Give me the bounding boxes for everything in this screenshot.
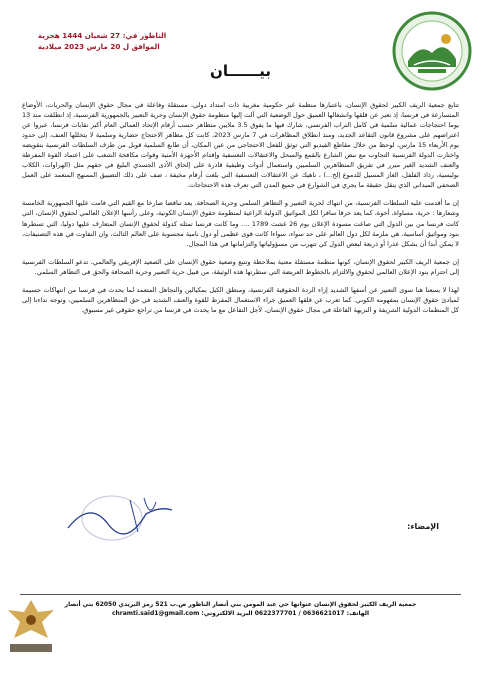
signature-icon [60, 480, 180, 550]
handwritten-signature [60, 480, 180, 550]
date-hijri: الناظور في: 27 شعبان 1444 هجرية [38, 31, 167, 40]
paragraph: إن جمعية الريف الكبير لحقوق الإنسان، كونها منظمة مستقلة معنية بملاحظة وتتبع وضعية حقوق الإنسان على الصعيد الإفريقي والعالمي، تدعو السلطات الفرنسية إلى احترام بنود الإعلان العالمي لحقوق والالتزام بالخطوط العريضة التي سطرتها هذه الوثيقة، من قبيل حرية التعبير وحرية الصحافة والحق في التظاهر السلمي. [22, 257, 459, 276]
paragraph: إن ما أقدمت عليه السلطات الفرنسية، من انتهاك لحرية التعبير و التظاهر السلمي وحرية الصحافة، يعد تناقضا صارخا مع القيم التي قامت عليها الجمهورية الخامسة وشعارها : حرية، مساواة، أخوة، كما يعد خرقا سافرا لكل المواثيق الدولية الراعية لمنظومة حقوق الإنسان الكونية، وعلى رأسها الإعلان العالمي لحقوق الإنسان، التي كانت فرنسا من بين الدول التي صاغت مسودة الإعلان يوم 26 غشت 1789 .... وما كانت فرنسا تمثله كدولة لحقوق الإنسان المتعارف عليها دوليا، التي تسطرها بنود ومواثيق أساسية، هي ملزمة لكل دول العالم على حد سواء، سواءا كانت قوى عظمى أو دول نامية محسوبة على العالم الثالث، وان التفاوت في هذه التصنيفات، لا يمكن أبدا أن يشكل عذرا أو ذريعة لبعض الدول كي تتهرب من مسؤولياتها والتزاماتها في هذا المجال. [22, 199, 459, 248]
footer [20, 600, 461, 618]
footer-divider [20, 594, 461, 595]
signature-label: الإمضاء: [407, 522, 439, 531]
footer-address: جمعية الريف الكبير لحقوق الإنسان عنوانها حي عبد المومن بني أنصار الناظور ص.ب 521 رمز البريدي 62050 بني أنصار [64, 601, 417, 608]
organization-logo [389, 8, 475, 94]
document-title: بيــــــان [210, 62, 271, 80]
footer-contact: الهاتف: 0636621017 / 0622377701 البريد الالكتروني: chramti.said1@gmail.com [111, 610, 370, 617]
document-body [22, 100, 459, 323]
date-gregorian: الموافق ل 20 مارس 2023 ميلادية [38, 42, 160, 51]
eagle-emblem-icon [2, 594, 60, 658]
paragraph: لهذا لا يسعنا هنا سوى التعبير عن أسفها الشديد إزاء الردة الحقوقية الفرنسية، ومنطق الكيل بمكيالين والتجاهل المتعمد لما يحدث في فرنسا من انتهاكات جسيمة لمبادئ حقوق الإنسان بمفهومه الكوني. كما تعرب عن قلقها العميق جراء الاستعمال المفرط للقوة والعنف الشديد في حق المتظاهرين السلميين، ونوجه نداءنا إلى كل المنظمات الدولية الشريفة و النزيهة الفاعلة في مجال حقوق الإنسان، لأجل التفاعل مع ما يحدث في فرنسا من تراجع حقوقي غير مسبوق. [22, 285, 459, 314]
paragraph: تتابع جمعية الريف الكبير لحقوق الإنسان، باعتبارها منظمة غير حكومية مغربية ذات امتداد دولي، مستقلة وفاعلة في مجال حقوق الإنسان والحريات، الأوضاع المتسارعة في فرنسا، إذ تعبر عن قلقها وانشغالها العميق حول الوضعية التي آلت إليها منظومة حقوق الإنسان وحرية التعبير بالجمهورية الفرنسية، إذ انطلقت منذ 13 يوما احتجاجات عمالية سلمية في كامل التراب الفرنسي، شارك فيها ما يفوق 3.5 ملايين متظاهر حسب أرقام الإتحاد العمالي العام أكبر نقابات فرنسا، عبروا عن اعتراضهم على مشروع قانون التقاعد الجديد، ومنذ انطلاق المظاهرات في 7 مارس 2023، كانت كل مظاهر الاحتجاج حضارية وسلمية لا يتخللها العنف، إلى حدود يوم الأربعاء 15 مارس، لوحظ من خلال مقاطع الفيديو التي توثق للفعل الاحتجاجي من عين المكان، أن طابع السلمية قوبل من طرف السلطات الفرنسية بتقويضه واختارت الدولة الفرنسية التجاوب مع نبض الشارع بالقمع والسحل والاعتقالات التعسفية وإقدام الأجهزة الأمنية وقوات مكافحة الشغب على اعتماد القوة المفرطة والعنف الشديد الغير مبرر في تفريق المتظاهرين السلميين واستعمال أدوات وظيفية قادرة على إلحاق الأذى الجسدي البليغ في حقهم مثل (الهراوات، الكلاب بوليسية، رذاذ الفلفل، الغاز المسيل للدموع إلخ...) ، ناهيك عن الاعتقالات التعسفية التي بلغت أرقام مخيفة ، ضف على ذلك التضييق الممنهج المتعمد على العمل الصحفي الميداني الذي ينقل حقيقة ما يجري في الشوارع في جميع المدن التي تعرف هذه الاحتجاجات. [22, 101, 460, 190]
logo-emblem-icon [390, 9, 474, 93]
date-block [38, 30, 208, 52]
forum-watermark-logo [2, 594, 60, 658]
